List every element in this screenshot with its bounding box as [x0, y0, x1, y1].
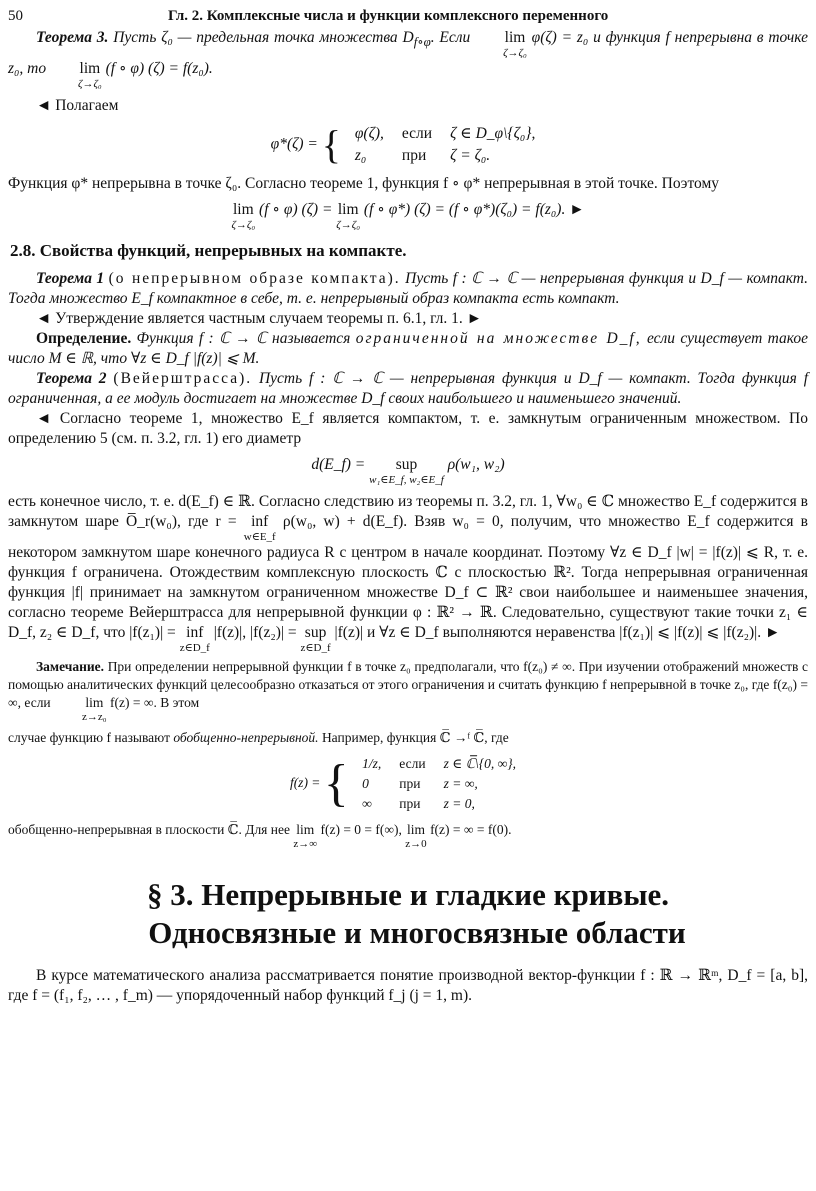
page-number: 50 [8, 8, 23, 24]
theorem-2-proof-a: ◄ Согласно теореме 1, множество E_f является компактом, т. е. замкнутым ограниченным множеством. По определению 5 (см. п. 3.2, гл. 1) его диаметр [8, 410, 808, 447]
remark [8, 658, 808, 850]
theorem-1-name: (о непрерывном образе компакта). [108, 270, 401, 287]
theorem-1-proof: ◄ Утверждение является частным случаем теоремы п. 6.1, гл. 1. ► [36, 310, 482, 327]
phi-star-lhs: φ*(ζ) = [270, 135, 318, 153]
running-head [8, 4, 808, 28]
chapter-3-line-1: § 3. Непрерывные и гладкие кривые. [146, 877, 670, 912]
remark-head: Замечание. [36, 659, 105, 674]
proof-3-final-formula: lim ζ→ζ₀ (f ∘ φ) (ζ) = lim ζ→ζ₀ (f ∘ φ*) (ζ) = (f ∘ φ*)(ζ₀) = f(z₀). ► [231, 201, 585, 231]
theorem-1 [8, 269, 808, 309]
theorem-3-body-c: φ(ζ) = z₀ и функция f [531, 29, 670, 46]
theorem-2-name: (Вейерштрасса). [113, 370, 253, 387]
remark-para-3: обобщенно-непрерывная в плоскости ℂ̅. Для нее lim z→∞ f(z) = 0 = f(∞), lim z→0 f(z) = ∞ = f(0). [8, 822, 512, 850]
remark-para-1: Замечание. При определении непрерывной функции f в точке z₀ предполагали, что f(z₀) ≠ ∞. При изучении отображений множеств с помощью аналитических функций целесообразно отказаться от этого ограничения и считать функцию f непрерывной в точке z₀, где f(z₀) = ∞, если lim z→z₀ f(z) = ∞. В этом [8, 659, 809, 723]
remark-term: обобщенно-непрерывной. [173, 730, 319, 745]
theorem-2 [8, 369, 808, 409]
theorem-3-body-b: . Если [430, 29, 471, 46]
theorem-3-head: Теорема 3. [36, 29, 109, 46]
theorem-2-head: Теорема 2 [36, 370, 107, 387]
definition-term: ограниченной на множестве D_f, [355, 330, 642, 347]
theorem-3-lim: lim ζ→ζ₀ [503, 29, 527, 59]
definition-body-a: Функция f : ℂ → ℂ называется [136, 330, 351, 347]
proof-3-intro: ◄ Полагаем [36, 97, 119, 114]
theorem-3-body-a: Пусть ζ₀ — предельная точка множества D [113, 29, 414, 46]
remark-fz-cases: f(z) = { 1/z, если z ∈ ℂ̅\{0, ∞}, 0 при z = ∞, ∞ при z = 0, [289, 755, 517, 812]
theorem-3-lim-2: lim ζ→ζ₀ [78, 60, 102, 90]
theorem-3 [8, 28, 808, 90]
closing-paragraph: В курсе математического анализа рассматривается понятие производной вектор-функции f : ℝ → ℝᵐ, D_f = [a, b], где f = (f₁, f₂, … , f_m) — упорядоченный набор функций f_j (j = 1, m). [8, 967, 808, 1004]
remark-para-2: случае функцию f называют обобщенно-непрерывной. Например, функция ℂ̅ →ᶠ ℂ̅, где [8, 730, 509, 745]
definition-body-b: если существует такое число M ∈ ℝ, что ∀z ∈ D_f |f(z)| ⩽ M. [8, 330, 809, 367]
phi-star-cases: φ(ζ), если ζ ∈ D_φ\{ζ₀}, z₀ при ζ = ζ₀. [354, 125, 536, 164]
theorem-1-body: Пусть f : ℂ → ℂ — непрерывная функция и D_f — компакт. Тогда множество E_f компактное в себе, т. е. непрерывный образ компакта есть компакт. [8, 270, 808, 307]
running-title: Гл. 2. Комплексные числа и функции комплексного переменного [168, 8, 609, 24]
theorem-2-proof-b: есть конечное число, т. е. d(E_f) ∈ ℝ. Согласно следствию из теоремы п. 3.2, гл. 1, ∀w₀ ∈ ℂ множество E_f содержится в замкнутом шаре O̅_r(w₀), где r = inf w∈E_f ρ(w₀, w) + d(E_f). Взяв w₀ = 0, получим, что множество E_f содержится в некотором замкнутом шаре конечного радиуса R с центром в начале координат. Поэтому ∀z ∈ D_f |w| = |f(z)| ⩽ R, т. е. функция f ограничена. Отождествим комплексную плоскость ℂ с плоскостью ℝ². Тогда непрерывная ограниченная функция |f| принимает на замкнутом ограниченном множестве D_f ⊂ ℝ² свои наибольшее и наименьшее значения, согласно теореме Вейерштрасса для непрерывной функции φ : ℝ² → ℝ. Следовательно, существуют такие точки z₁ ∈ D_f, z₂ ∈ D_f, что |f(z₁)| = inf z∈D_f |f(z)|, |f(z₂)| = sup z∈D_f |f(z)| и ∀z ∈ D_f выполняются неравенства |f(z₁)| ⩽ |f(z)| ⩽ |f(z₂)|. ► [8, 493, 808, 654]
theorem-3-d-sub: f∘φ [413, 34, 431, 50]
definition [8, 329, 808, 369]
phi-star-definition [8, 122, 808, 168]
chapter-3-line-2: Односвязные и многосвязные области [148, 915, 686, 950]
diameter-formula: d(E_f) = sup w₁∈E_f, w₂∈E_f ρ(w₁, w₂) [311, 456, 505, 486]
theorem-2-body: Пусть f : ℂ → ℂ — непрерывная функция и D_f — компакт. Тогда функция f ограниченная, а ее модуль достигает на множестве D_f своих наибольшего и наименьшего значений. [8, 370, 809, 407]
theorem-1-head: Теорема 1 [36, 270, 105, 287]
left-brace: { [321, 122, 341, 167]
page [8, 4, 808, 1006]
chapter-3-title [8, 876, 808, 952]
theorem-3-body-e: (f ∘ φ) (ζ) = f(z₀). [105, 60, 213, 77]
left-brace-2: { [323, 755, 349, 812]
theorem-3-body-d: непрерывна в точке z₀, то [8, 29, 809, 77]
section-2-8-title: 2.8. Свойства функций, непрерывных на компакте. [10, 241, 407, 260]
proof-3-paragraph: Функция φ* непрерывна в точке ζ₀. Согласно теореме 1, функция f ∘ φ* непрерывная в этой точке. Поэтому [8, 175, 720, 192]
definition-head: Определение. [36, 330, 132, 347]
